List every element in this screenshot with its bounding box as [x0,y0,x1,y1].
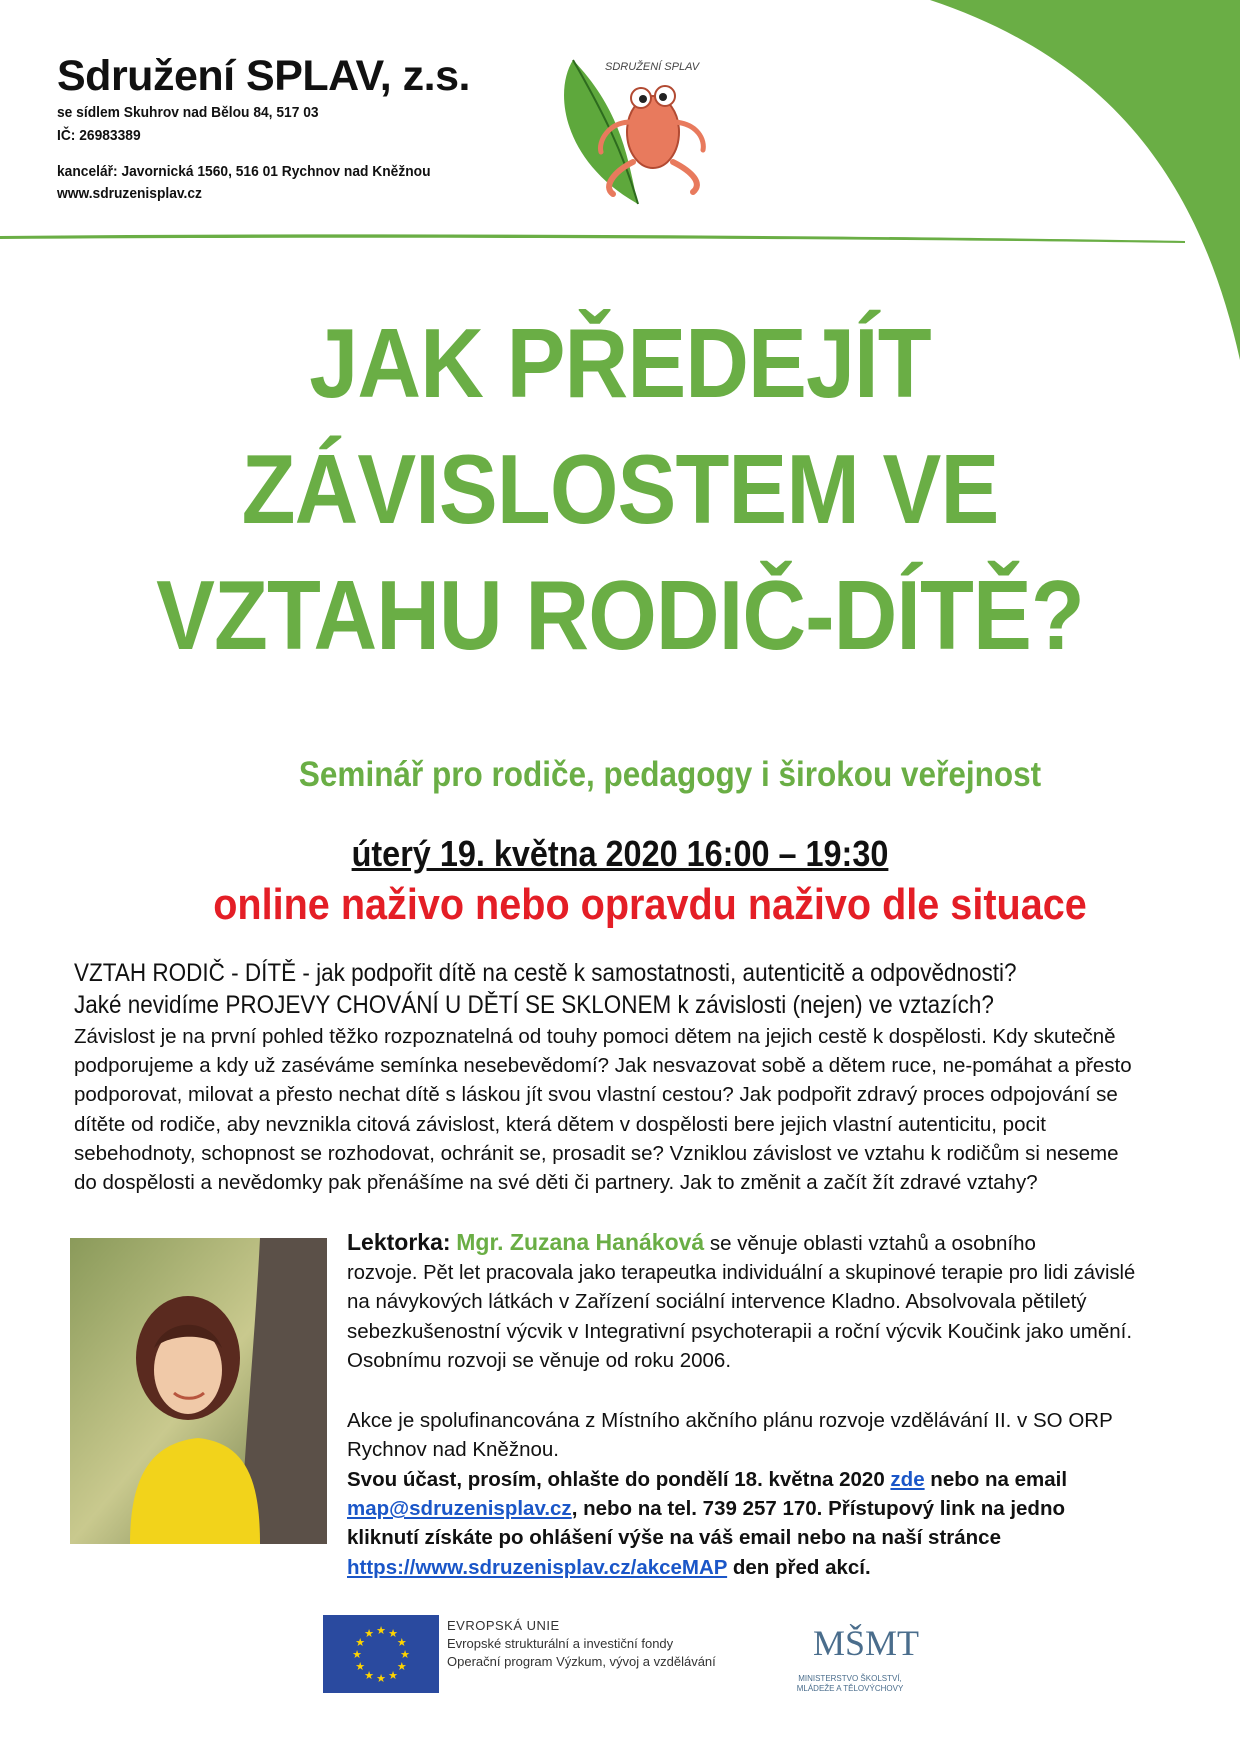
eu-flag-icon [323,1615,439,1693]
eu-star: ★ [400,1648,410,1661]
msmt-line-1: MINISTERSTVO ŠKOLSTVÍ, [798,1674,902,1683]
intro-body [74,1022,1194,1197]
lecturer-section [347,1228,1135,1375]
main-title [40,300,1200,678]
registration-text: , nebo na tel. 739 257 170. Přístupový link na jedno [571,1497,1065,1521]
website-link[interactable]: www.sdruzenisplav.cz [57,185,202,202]
intro-questions [74,957,1134,1021]
registration-text: den před akcí. [727,1555,871,1579]
eu-star: ★ [352,1648,362,1661]
intro-question: VZTAH RODIČ - DÍTĚ - jak podpořit dítě na cestě k samostatnosti, autenticitě a odpovědnosti? [74,959,1017,987]
organization-name: Sdružení SPLAV, z.s. [57,52,470,100]
lecturer-intro: se věnuje oblasti vztahů a osobního [709,1232,1036,1255]
eu-star: ★ [376,1624,386,1637]
lecturer-name: Mgr. Zuzana Hanáková [456,1229,705,1255]
eu-star: ★ [388,1627,398,1641]
eu-star: ★ [364,1668,374,1682]
lecturer-line: Osobnímu rozvoji se věnuje od roku 2006. [347,1348,732,1372]
lecturer-first-line [347,1228,1135,1258]
eu-program-line: Operační program Výzkum, vývoj a vzdělávání [447,1654,716,1669]
registration-line: kliknutí získáte po ohlášení výše na váš email nebo na naší stránce [347,1526,1001,1550]
title-line: JAK PŘEDEJÍT [309,308,931,418]
svg-text:MŠMT: MŠMT [813,1623,920,1663]
body-line: do dospělosti a nevědomky pak přenášíme na své děti či partnery. Jak to změnit a začít žít zdravé vztahy? [74,1171,1038,1195]
office-address: kancelář: Javornická 1560, 516 01 Rychnov nad Kněžnou [57,163,431,180]
msmt-logo [775,1613,925,1698]
event-date-time [188,833,1052,875]
organization-address: se sídlem Skuhrov nad Bělou 84, 517 03 [57,104,319,121]
eu-text [447,1617,716,1671]
lecturer-line: rozvoje. Pět let pracovala jako terapeutka individuální a skupinové terapie pro lidi závislé [347,1261,1136,1285]
registration-line [347,1553,1135,1582]
event-page-link[interactable]: https://www.sdruzenisplav.cz/akceMAP [347,1555,728,1579]
msmt-line-2: MLÁDEŽE A TĚLOVÝCHOVY [796,1684,904,1693]
registration-info [347,1465,1135,1582]
title-line: VZTAHU RODIČ-DÍTĚ? [156,560,1084,670]
seminar-subtitle: Seminář pro rodiče, pedagogy i širokou veřejnost [298,755,1042,794]
frog-leaf-logo [553,52,719,212]
eu-star: ★ [396,1636,407,1649]
body-line: podporovat, milovat a přesto nechat dítě s láskou jít svou vlastní cestou? Jak podpořit zdravý proces odpojování se [74,1083,1118,1107]
body-line: dítěte od rodiče, aby nevznikla citová závislost, která dětem v dospělosti bere jejich vlastní autenticitu, pocit [74,1112,1046,1136]
registration-line [347,1494,1135,1523]
lecturer-label: Lektorka: [347,1229,451,1255]
registration-text: Svou účast, prosím, ohlašte do pondělí 18. května 2020 [347,1468,891,1491]
header-rule [0,234,1185,243]
registration-text: nebo na email [924,1468,1068,1491]
organization-id: IČ: 26983389 [57,127,141,144]
funding-line: Akce je spolufinancována z Místního akčního plánu rozvoje vzdělávání II. v SO ORP [347,1409,1113,1432]
eu-star: ★ [355,1660,366,1673]
lecturer-line: sebezkušenostní výcvik v Integrativní psychoterapii a roční výcvik Koučink jako umění. [347,1319,1133,1343]
body-line: podporujeme a kdy už zaséváme semínka nesebevědomí? Jak nesvazovat sobě a dětem ruce, ne-pomáhat a přesto [74,1054,1132,1078]
date-time-text: úterý 19. května 2020 16:00 – 19:30 [351,833,889,874]
eu-star: ★ [376,1672,386,1685]
eu-funds-line: Evropské strukturální a investiční fondy [447,1636,674,1651]
intro-question: Jaké nevidíme PROJEVY CHOVÁNÍ U DĚTÍ SE SKLONEM k závislosti (nejen) ve vztazích? [74,991,994,1019]
registration-line [347,1465,1135,1494]
lecturer-line: na návykových látkách v Zařízení sociální intervence Kladno. Absolvovala pětiletý [347,1290,1087,1314]
lecturer-photo [70,1238,327,1544]
eu-star: ★ [396,1660,407,1673]
email-link[interactable]: map@sdruzenisplav.cz [347,1497,572,1521]
eu-star: ★ [388,1668,398,1682]
eu-title: EVROPSKÁ UNIE [447,1618,560,1633]
eu-star: ★ [355,1636,366,1649]
body-line: Závislost je na první pohled těžko rozpoznatelná od touhy pomoci dětem na jejich cestě k dospělosti. Kdy skutečně [74,1025,1116,1048]
registration-link-here[interactable]: zde [890,1468,925,1491]
funding-note [347,1406,1135,1464]
logo-text: SDRUŽENÍ SPLAV [605,61,700,73]
event-mode: online naživo nebo opravdu naživo dle situace [213,880,1087,929]
eu-star: ★ [364,1627,374,1641]
funding-line: Rychnov nad Kněžnou. [347,1438,559,1462]
body-line: sebehodnoty, schopnost se rozhodovat, ochránit se, prosadit se? Vzniklou závislost ve vztahu k rodičům si neseme [74,1141,1119,1165]
title-line: ZÁVISLOSTEM VE [241,434,999,544]
